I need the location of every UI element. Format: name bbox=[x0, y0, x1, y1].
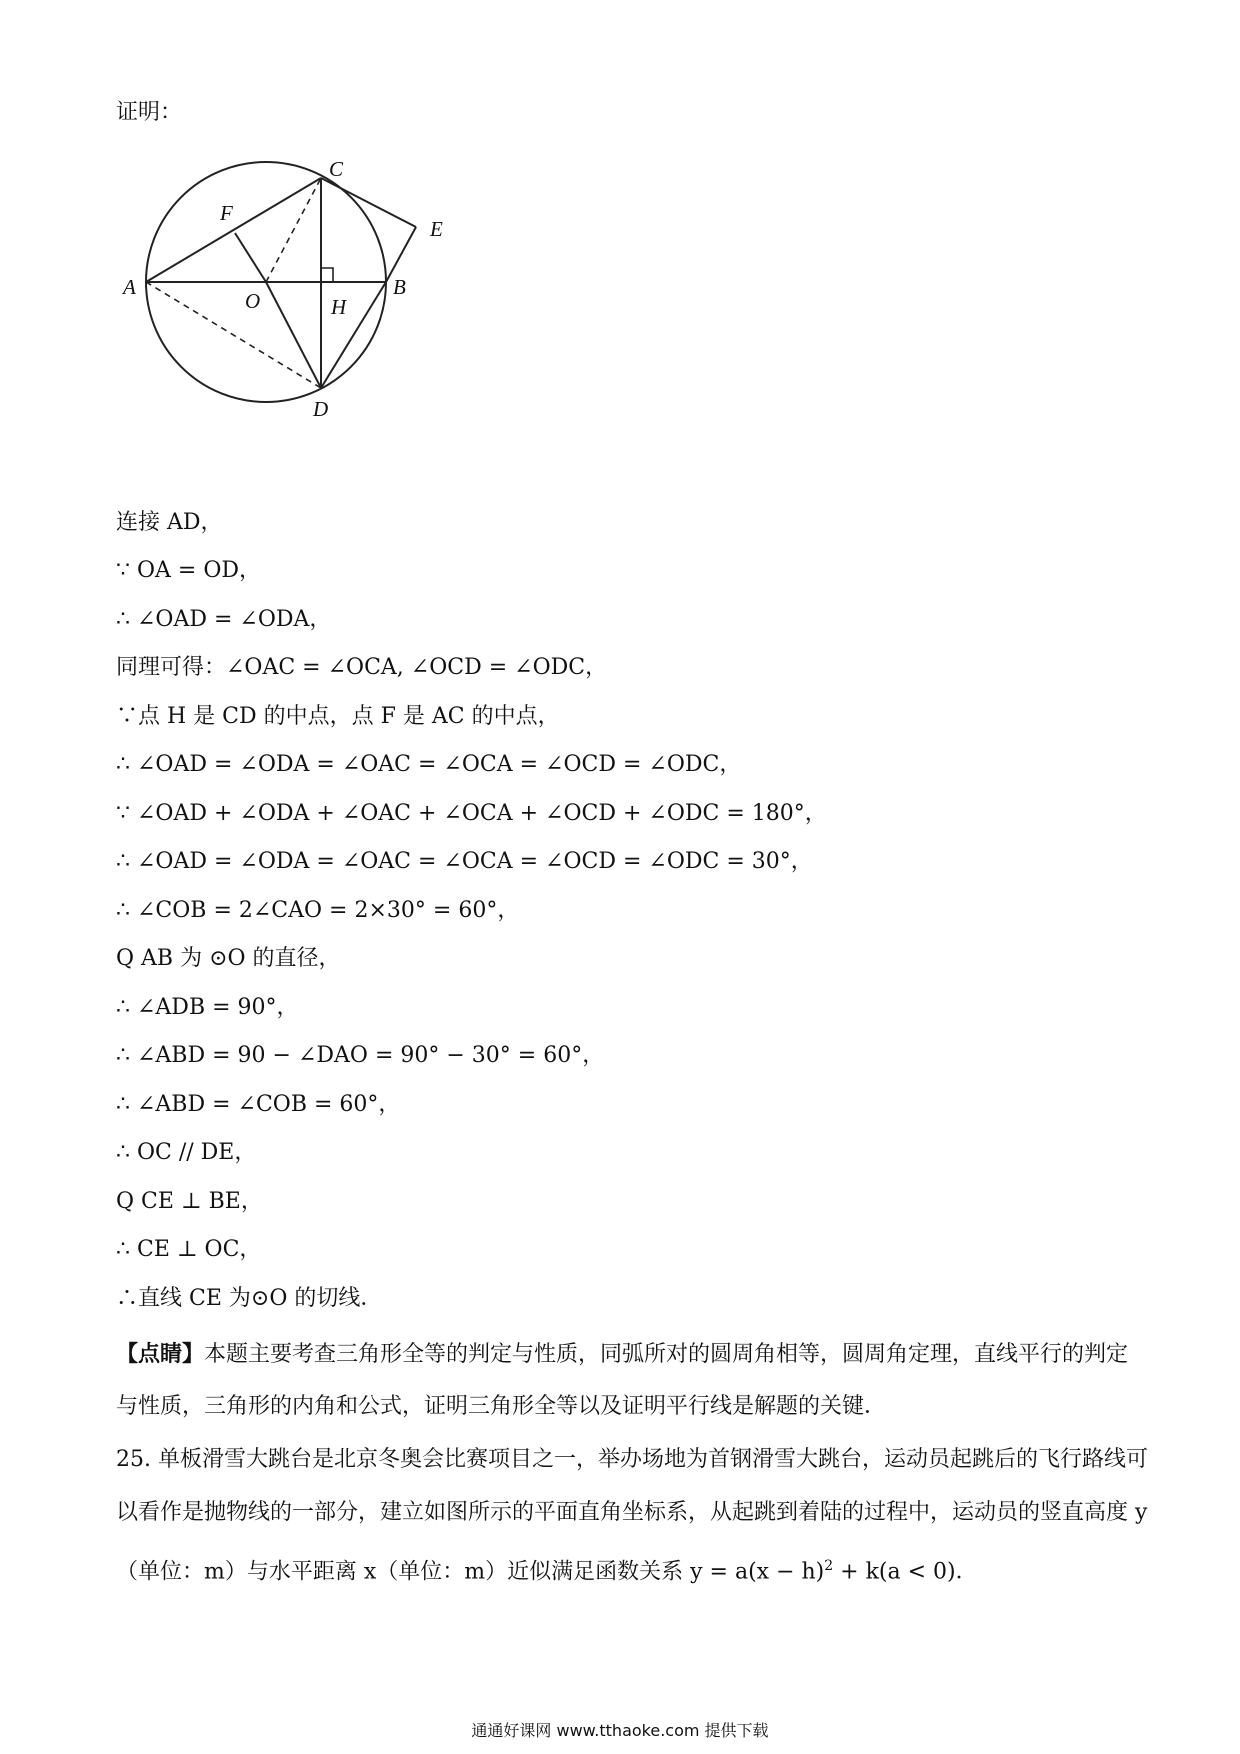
label-d: D bbox=[313, 397, 329, 421]
step-5: ∵点 H 是 CD 的中点，点 F 是 AC 的中点， bbox=[116, 704, 560, 729]
label-b: B bbox=[393, 275, 406, 299]
segment-ac bbox=[146, 178, 321, 282]
label-c: C bbox=[329, 157, 344, 181]
step-14: ∴ OC // DE， bbox=[116, 1140, 257, 1165]
step-17: ∴直线 CE 为⊙O 的切线． bbox=[116, 1286, 383, 1311]
step-13: ∴ ∠ABD = ∠COB = 60°， bbox=[116, 1092, 401, 1117]
geometry-figure bbox=[123, 157, 525, 475]
label-e: E bbox=[430, 217, 443, 241]
step-7: ∵ ∠OAD + ∠ODA + ∠OAC + ∠OCA + ∠OCD + ∠ODC = 180°， bbox=[116, 801, 827, 826]
segment-of bbox=[235, 233, 266, 282]
step-3: ∴ ∠OAD = ∠ODA， bbox=[116, 607, 332, 632]
comment-line-2: 与性质，三角形的内角和公式，证明三角形全等以及证明平行线是解题的关键． bbox=[116, 1394, 887, 1419]
label-f: F bbox=[220, 201, 233, 225]
comment-line-1 bbox=[116, 1339, 1128, 1370]
problem-25-formula-pre: （单位：m）与水平距离 x（单位：m）近似满足函数关系 y = a(x − h) bbox=[116, 1559, 825, 1585]
step-11: ∴ ∠ADB = 90°， bbox=[116, 995, 299, 1020]
step-2: ∵ OA = OD， bbox=[116, 558, 262, 583]
comment-text: 本题主要考查三角形全等的判定与性质，同弧所对的圆周角相等，圆周角定理，直线平行的判定 bbox=[204, 1342, 1129, 1367]
segment-od bbox=[266, 282, 321, 388]
right-angle-mark bbox=[321, 268, 333, 282]
comment-tag: 【点睛】 bbox=[116, 1341, 205, 1367]
problem-25-line-3 bbox=[116, 1551, 978, 1587]
label-h: H bbox=[331, 295, 347, 319]
step-10: Q AB 为 ⊙O 的直径， bbox=[116, 946, 341, 971]
step-1: 连接 AD， bbox=[116, 510, 223, 535]
step-8: ∴ ∠OAD = ∠ODA = ∠OAC = ∠OCA = ∠OCD = ∠ODC = 30°， bbox=[116, 849, 813, 874]
problem-25-exponent: 2 bbox=[824, 1558, 834, 1574]
proof-heading: 证明： bbox=[116, 100, 183, 125]
problem-25-line-1: 25. 单板滑雪大跳台是北京冬奥会比赛项目之一，举办场地为首钢滑雪大跳台，运动员起跳后的飞行路线可 bbox=[116, 1447, 1148, 1472]
problem-25-formula-post: + k(a < 0)． bbox=[833, 1559, 978, 1585]
step-16: ∴ CE ⊥ OC， bbox=[116, 1237, 262, 1262]
footer-watermark: 通通好课网 www.tthaoke.com 提供下载 bbox=[471, 1721, 769, 1740]
circle-diagram bbox=[123, 157, 525, 475]
step-4: 同理可得：∠OAC = ∠OCA, ∠OCD = ∠ODC， bbox=[116, 655, 608, 680]
step-12: ∴ ∠ABD = 90 − ∠DAO = 90° − 30° = 60°， bbox=[116, 1043, 605, 1068]
step-6: ∴ ∠OAD = ∠ODA = ∠OAC = ∠OCA = ∠OCD = ∠ODC， bbox=[116, 752, 742, 777]
segment-be bbox=[386, 227, 416, 282]
segment-ad-dashed bbox=[146, 282, 321, 388]
label-a: A bbox=[123, 275, 136, 299]
problem-25-line-2: 以看作是抛物线的一部分，建立如图所示的平面直角坐标系，从起跳到着陆的过程中，运动员的竖直高度 y bbox=[116, 1500, 1148, 1525]
label-o: O bbox=[245, 289, 261, 313]
step-9: ∴ ∠COB = 2∠CAO = 2×30° = 60°， bbox=[116, 898, 520, 923]
step-15: Q CE ⊥ BE， bbox=[116, 1189, 263, 1214]
